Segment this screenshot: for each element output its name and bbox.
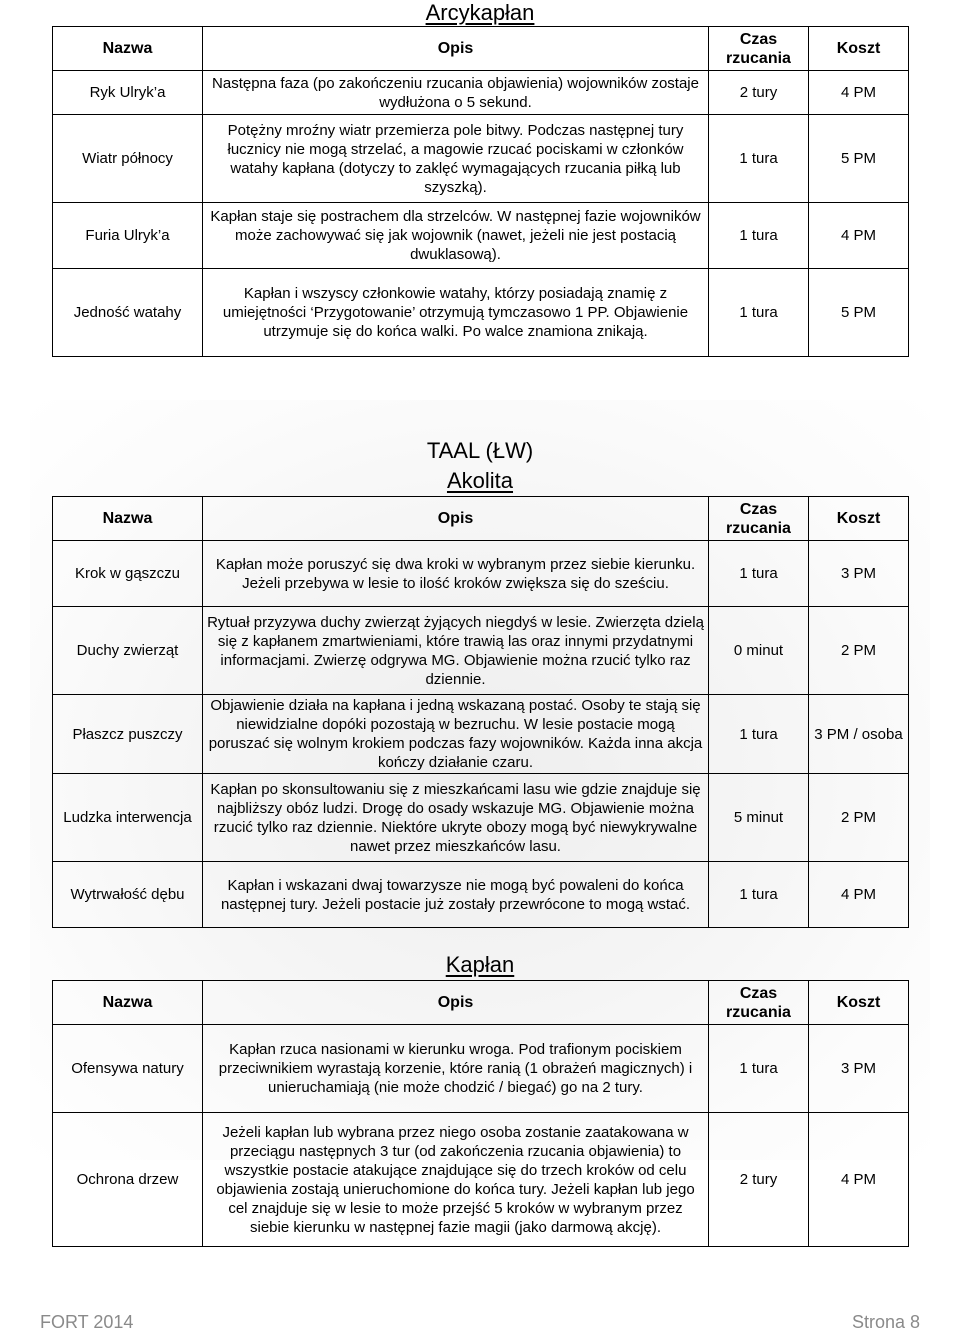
spell-time: 1 tura <box>709 203 809 269</box>
spell-time: 1 tura <box>709 695 809 774</box>
spell-name: Furia Ulryk’a <box>53 203 203 269</box>
header-name: Nazwa <box>53 981 203 1025</box>
spell-name: Krok w gąszczu <box>53 541 203 607</box>
spell-desc: Potężny mroźny wiatr przemierza pole bitwy. Podczas następnej tury łucznicy nie mogą strzelać, a magowie rzucać pociskami w członków watahy kapłana (dotyczy to zaklęć wymagających rzucania piłką lub szyszką). <box>203 115 709 203</box>
spell-desc: Następna faza (po zakończeniu rzucania objawienia) wojowników zostaje wydłużona o 5 sekund. <box>203 71 709 115</box>
table-row <box>53 774 909 862</box>
table-row <box>53 1025 909 1113</box>
spell-desc: Kapłan i wszyscy członkowie watahy, którzy posiadają znamię z umiejętności ‘Przygotowanie’ otrzymują tymczasowo 1 PP. Objawienie utrzymuje się do końca walki. Po walce znamiona znikają. <box>203 269 709 357</box>
spell-time: 1 tura <box>709 862 809 928</box>
header-cost: Koszt <box>809 27 909 71</box>
spell-desc: Kapłan i wskazani dwaj towarzysze nie mogą być powaleni do końca następnej tury. Jeżeli postacie już zostały przewrócone to mogą wstać. <box>203 862 709 928</box>
spell-time: 1 tura <box>709 1025 809 1113</box>
footer-page-number: Strona 8 <box>851 1312 920 1332</box>
header-name: Nazwa <box>53 27 203 71</box>
header-time: Czas rzucania <box>709 497 809 541</box>
spell-desc: Kapłan może poruszyć się dwa kroki w wybranym przez siebie kierunku. Jeżeli przebywa w lesie to ilość kroków zwiększa się do sześciu. <box>203 541 709 607</box>
spell-name: Ochrona drzew <box>53 1113 203 1247</box>
table-row <box>53 1113 909 1247</box>
spell-name: Jedność watahy <box>53 269 203 357</box>
table-row <box>53 695 909 774</box>
table-row <box>53 607 909 695</box>
spell-name: Płaszcz puszczy <box>53 695 203 774</box>
spell-cost: 4 PM <box>809 203 909 269</box>
spell-cost: 3 PM <box>809 541 909 607</box>
table-header-row <box>53 981 909 1025</box>
spell-desc: Objawienie działa na kapłana i jedną wskazaną postać. Osoby te stają się niewidzialne dopóki pozostają w bezruchu. W lesie postacie mogą poruszać się wolnym krokiem podczas fazy wojowników. Każda inna akcja kończy działanie czaru. <box>203 695 709 774</box>
spell-time: 2 tury <box>709 71 809 115</box>
spell-cost: 2 PM <box>809 607 909 695</box>
header-desc: Opis <box>203 27 709 71</box>
spell-time: 5 minut <box>709 774 809 862</box>
spell-time: 0 minut <box>709 607 809 695</box>
spell-name: Ryk Ulryk’a <box>53 71 203 115</box>
section-supertitle-taal: TAAL (ŁW) <box>426 438 534 463</box>
spell-name: Ludzka interwencja <box>53 774 203 862</box>
spell-cost: 4 PM <box>809 1113 909 1247</box>
spell-desc: Jeżeli kapłan lub wybrana przez niego osoba zostanie zaatakowana w przeciągu następnych 3 tur (od zakończenia rzucania objawienia) to wszystkie postacie atakujące znajdujące się do trzech kroków od celu objawienia zostają unieruchomione do końca tury. Jeżeli kapłan lub jego cel znajduje się w lesie to może przejść 5 kroków w wybranym przez siebie kierunku w następnej fazie magii (jako darmową akcję). <box>203 1113 709 1247</box>
table-header-row <box>53 497 909 541</box>
header-cost: Koszt <box>809 981 909 1025</box>
spell-cost: 3 PM <box>809 1025 909 1113</box>
spell-cost: 4 PM <box>809 862 909 928</box>
header-name: Nazwa <box>53 497 203 541</box>
spell-name: Duchy zwierząt <box>53 607 203 695</box>
spell-name: Wytrwałość dębu <box>53 862 203 928</box>
spell-time: 2 tury <box>709 1113 809 1247</box>
table-row <box>53 541 909 607</box>
header-time: Czas rzucania <box>709 981 809 1025</box>
spell-time: 1 tura <box>709 115 809 203</box>
spell-desc: Kapłan staje się postrachem dla strzelców. W następnej fazie wojowników może zachowywać się jak wojownik (nawet, jeżeli nie jest postacią dwuklasową). <box>203 203 709 269</box>
spell-name: Ofensywa natury <box>53 1025 203 1113</box>
spell-desc: Kapłan po skonsultowaniu się z mieszkańcami lasu wie gdzie znajduje się najbliższy obóz ludzi. Drogę do osady wskazuje MG. Objawienie można rzucić tylko raz dziennie. Niektóre ukryte obozy mogą być niewykrywalne nawet przez mieszkańców lasu. <box>203 774 709 862</box>
table-row <box>53 115 909 203</box>
section-title-akolita: Akolita <box>446 468 514 493</box>
header-cost: Koszt <box>809 497 909 541</box>
spell-time: 1 tura <box>709 269 809 357</box>
spell-name: Wiatr północy <box>53 115 203 203</box>
spell-cost: 5 PM <box>809 115 909 203</box>
spell-cost: 5 PM <box>809 269 909 357</box>
section-title-kaplan: Kapłan <box>445 952 515 977</box>
header-desc: Opis <box>203 497 709 541</box>
spell-cost: 4 PM <box>809 71 909 115</box>
spell-cost: 2 PM <box>809 774 909 862</box>
table-header-row <box>53 27 909 71</box>
spell-table-arcykaplan <box>52 26 909 357</box>
table-row <box>53 203 909 269</box>
spell-desc: Kapłan rzuca nasionami w kierunku wroga. Pod trafionym pociskiem przeciwnikiem wyrastają korzenie, które ranią (1 obrażeń magicznych) i unieruchamiają (nie może chodzić / biegać) go na 2 tury. <box>203 1025 709 1113</box>
table-row <box>53 862 909 928</box>
table-row <box>53 269 909 357</box>
header-desc: Opis <box>203 981 709 1025</box>
header-time: Czas rzucania <box>709 27 809 71</box>
table-row <box>53 71 909 115</box>
spell-table-kaplan <box>52 980 909 1247</box>
spell-cost: 3 PM / osoba <box>809 695 909 774</box>
spell-desc: Rytuał przyzywa duchy zwierząt żyjących niegdyś w lesie. Zwierzęta dzielą się z kapłanem zmartwieniami, które trawią las oraz innymi przydatnymi informacjami. Zwierzę odgrywa MG. Objawienie można rzucić tylko raz dziennie. <box>203 607 709 695</box>
footer-left: FORT 2014 <box>40 1312 134 1332</box>
spell-time: 1 tura <box>709 541 809 607</box>
section-title-arcykaplan: Arcykapłan <box>425 0 535 25</box>
spell-table-akolita <box>52 496 909 928</box>
